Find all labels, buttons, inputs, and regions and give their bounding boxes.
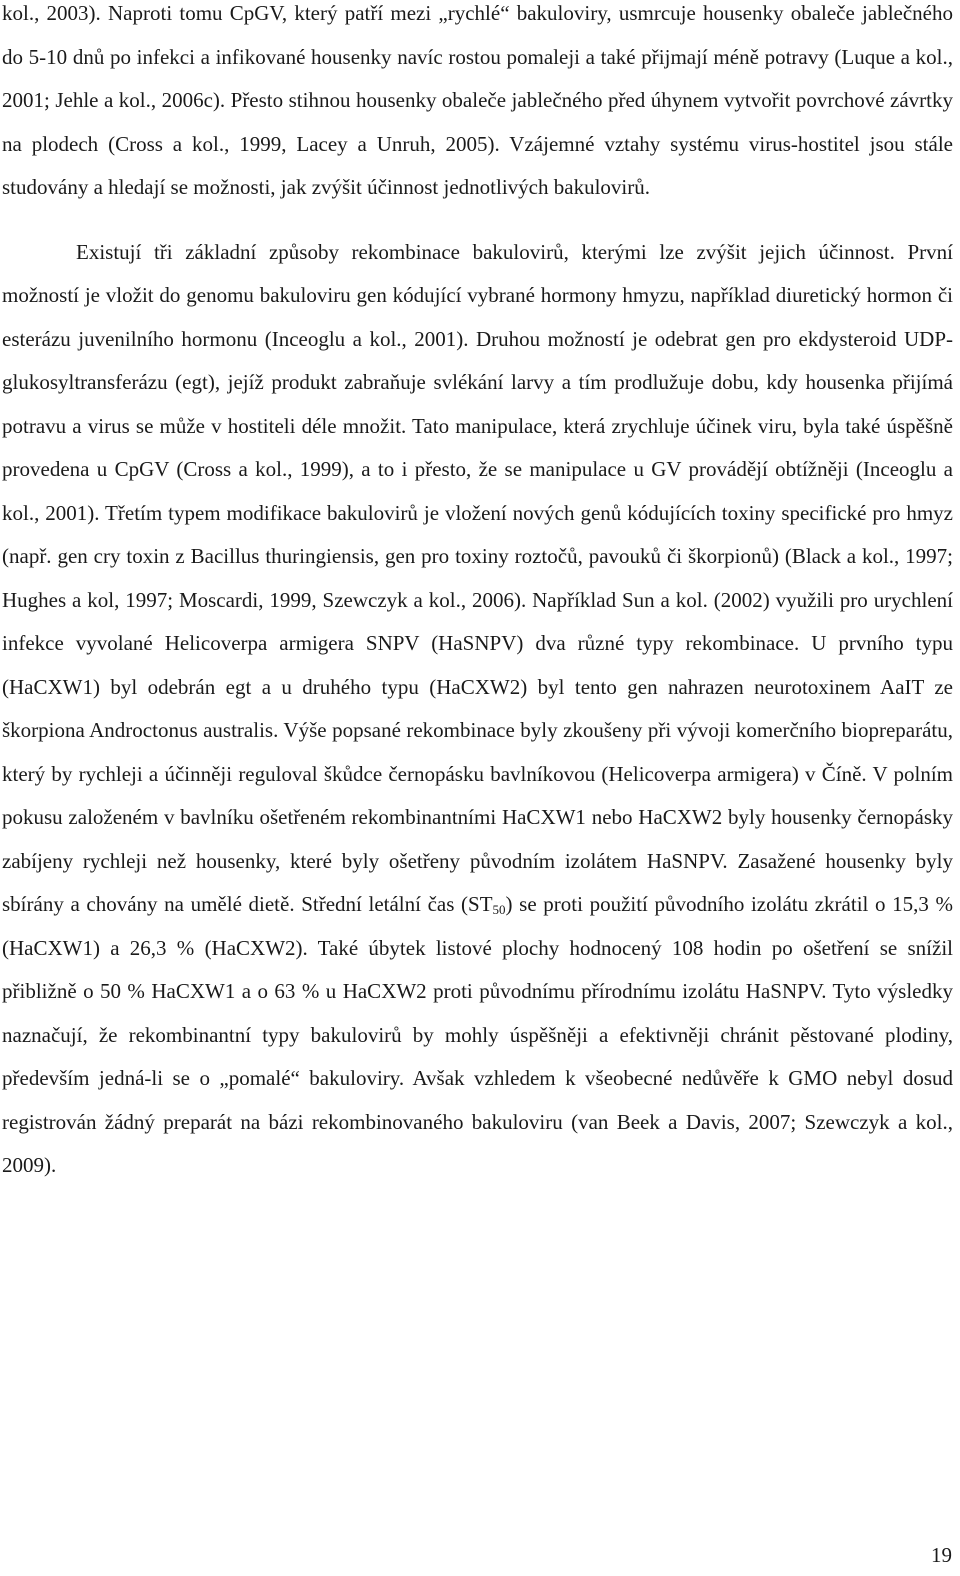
subscript-50: 50 [492,902,506,917]
paragraph-text-part-2: ) se proti použití původního izolátu zkrátil o 15,3 % (HaCXW1) a 26,3 % (HaCXW2). Také úbytek listové plochy hodnocený 108 hodin po ošetření se snížil přibližně o 50 % HaCXW1 a o 63 % u HaCXW2 proti původnímu přírodnímu izolátu HaSNPV. Tyto výsledky naznačují, že rekombinantní typy bakulovirů by mohly úspěšněji a efektivněji chránit pěstované plodiny, především jedná-li se o „pomalé“ bakuloviry. Avšak vzhledem k všeobecné nedůvěře k GMO nebyl dosud registrován žádný preparát na bázi rekombinovaného bakuloviru (van Beek a Davis, 2007; Szewczyk a kol., 2009). [2,892,953,1177]
paragraph-text-part-1: Existují tři základní způsoby rekombinace bakulovirů, kterými lze zvýšit jejich účinnost. První možností je vložit do genomu bakuloviru gen kódující vybrané hormony hmyzu, například diuretický hormon či esterázu juvenilního hormonu (Inceoglu a kol., 2001). Druhou možností je odebrat gen pro ekdysteroid UDP- glukosyltransferázu (egt), jejíž produkt zabraňuje svlékání larvy a tím prodlužuje dobu, kdy housenka přijímá potravu a virus se může v hostiteli déle množit. Tato manipulace, která zrychluje účinek viru, byla také úspěšně provedena u CpGV (Cross a kol., 1999), a to i přesto, že se manipulace u GV provádějí obtížněji (Inceoglu a kol., 2001). Třetím typem modifikace bakulovirů je vložení nových genů kódujících toxiny specifické pro hmyz (např. gen cry toxin z Bacillus thuringiensis, gen pro toxiny roztočů, pavouků či škorpionů) (Black a kol., 1997; Hughes a kol, 1997; Moscardi, 1999, Szewczyk a kol., 2006). Například Sun a kol. (2002) využili pro urychlení infekce vyvolané Helicoverpa armigera SNPV (HaSNPV) dva různé typy rekombinace. U prvního typu (HaCXW1) byl odebrán egt a u druhého typu (HaCXW2) byl tento gen nahrazen neurotoxinem AaIT ze škorpiona Androctonus australis. Výše popsané rekombinace byly zkoušeny při vývoji komerčního biopreparátu, který by rychleji a účinněji reguloval škůdce černopásku bavlníkovou (Helicoverpa armigera) v Číně. V polním pokusu založeném v bavlníku ošetřeném rekombinantními HaCXW1 nebo HaCXW2 byly housenky černopásky zabíjeny rychleji než housenky, které byly ošetřeny původním izolátem HaSNPV. Zasažené housenky byly sbírány a chovány na umělé dietě. Střední letální čas (ST [2,239,953,916]
paragraph-recombination [2,231,953,1188]
page-number: 19 [931,1543,952,1567]
paragraph-continuation: kol., 2003). Naproti tomu CpGV, který patří mezi „rychlé“ bakuloviry, usmrcuje housenky obaleče jablečného do 5-10 dnů po infekci a infikované housenky navíc rostou pomaleji a také přijmají méně potravy (Luque a kol., 2001; Jehle a kol., 2006c). Přesto stihnou housenky obaleče jablečného před úhynem vytvořit povrchové závrtky na plodech (Cross a kol., 1999, Lacey a Unruh, 2005). Vzájemné vztahy systému virus-hostitel jsou stále studovány a hledají se možnosti, jak zvýšit účinnost jednotlivých bakulovirů. [2,1,953,199]
document-page [2,0,953,1188]
